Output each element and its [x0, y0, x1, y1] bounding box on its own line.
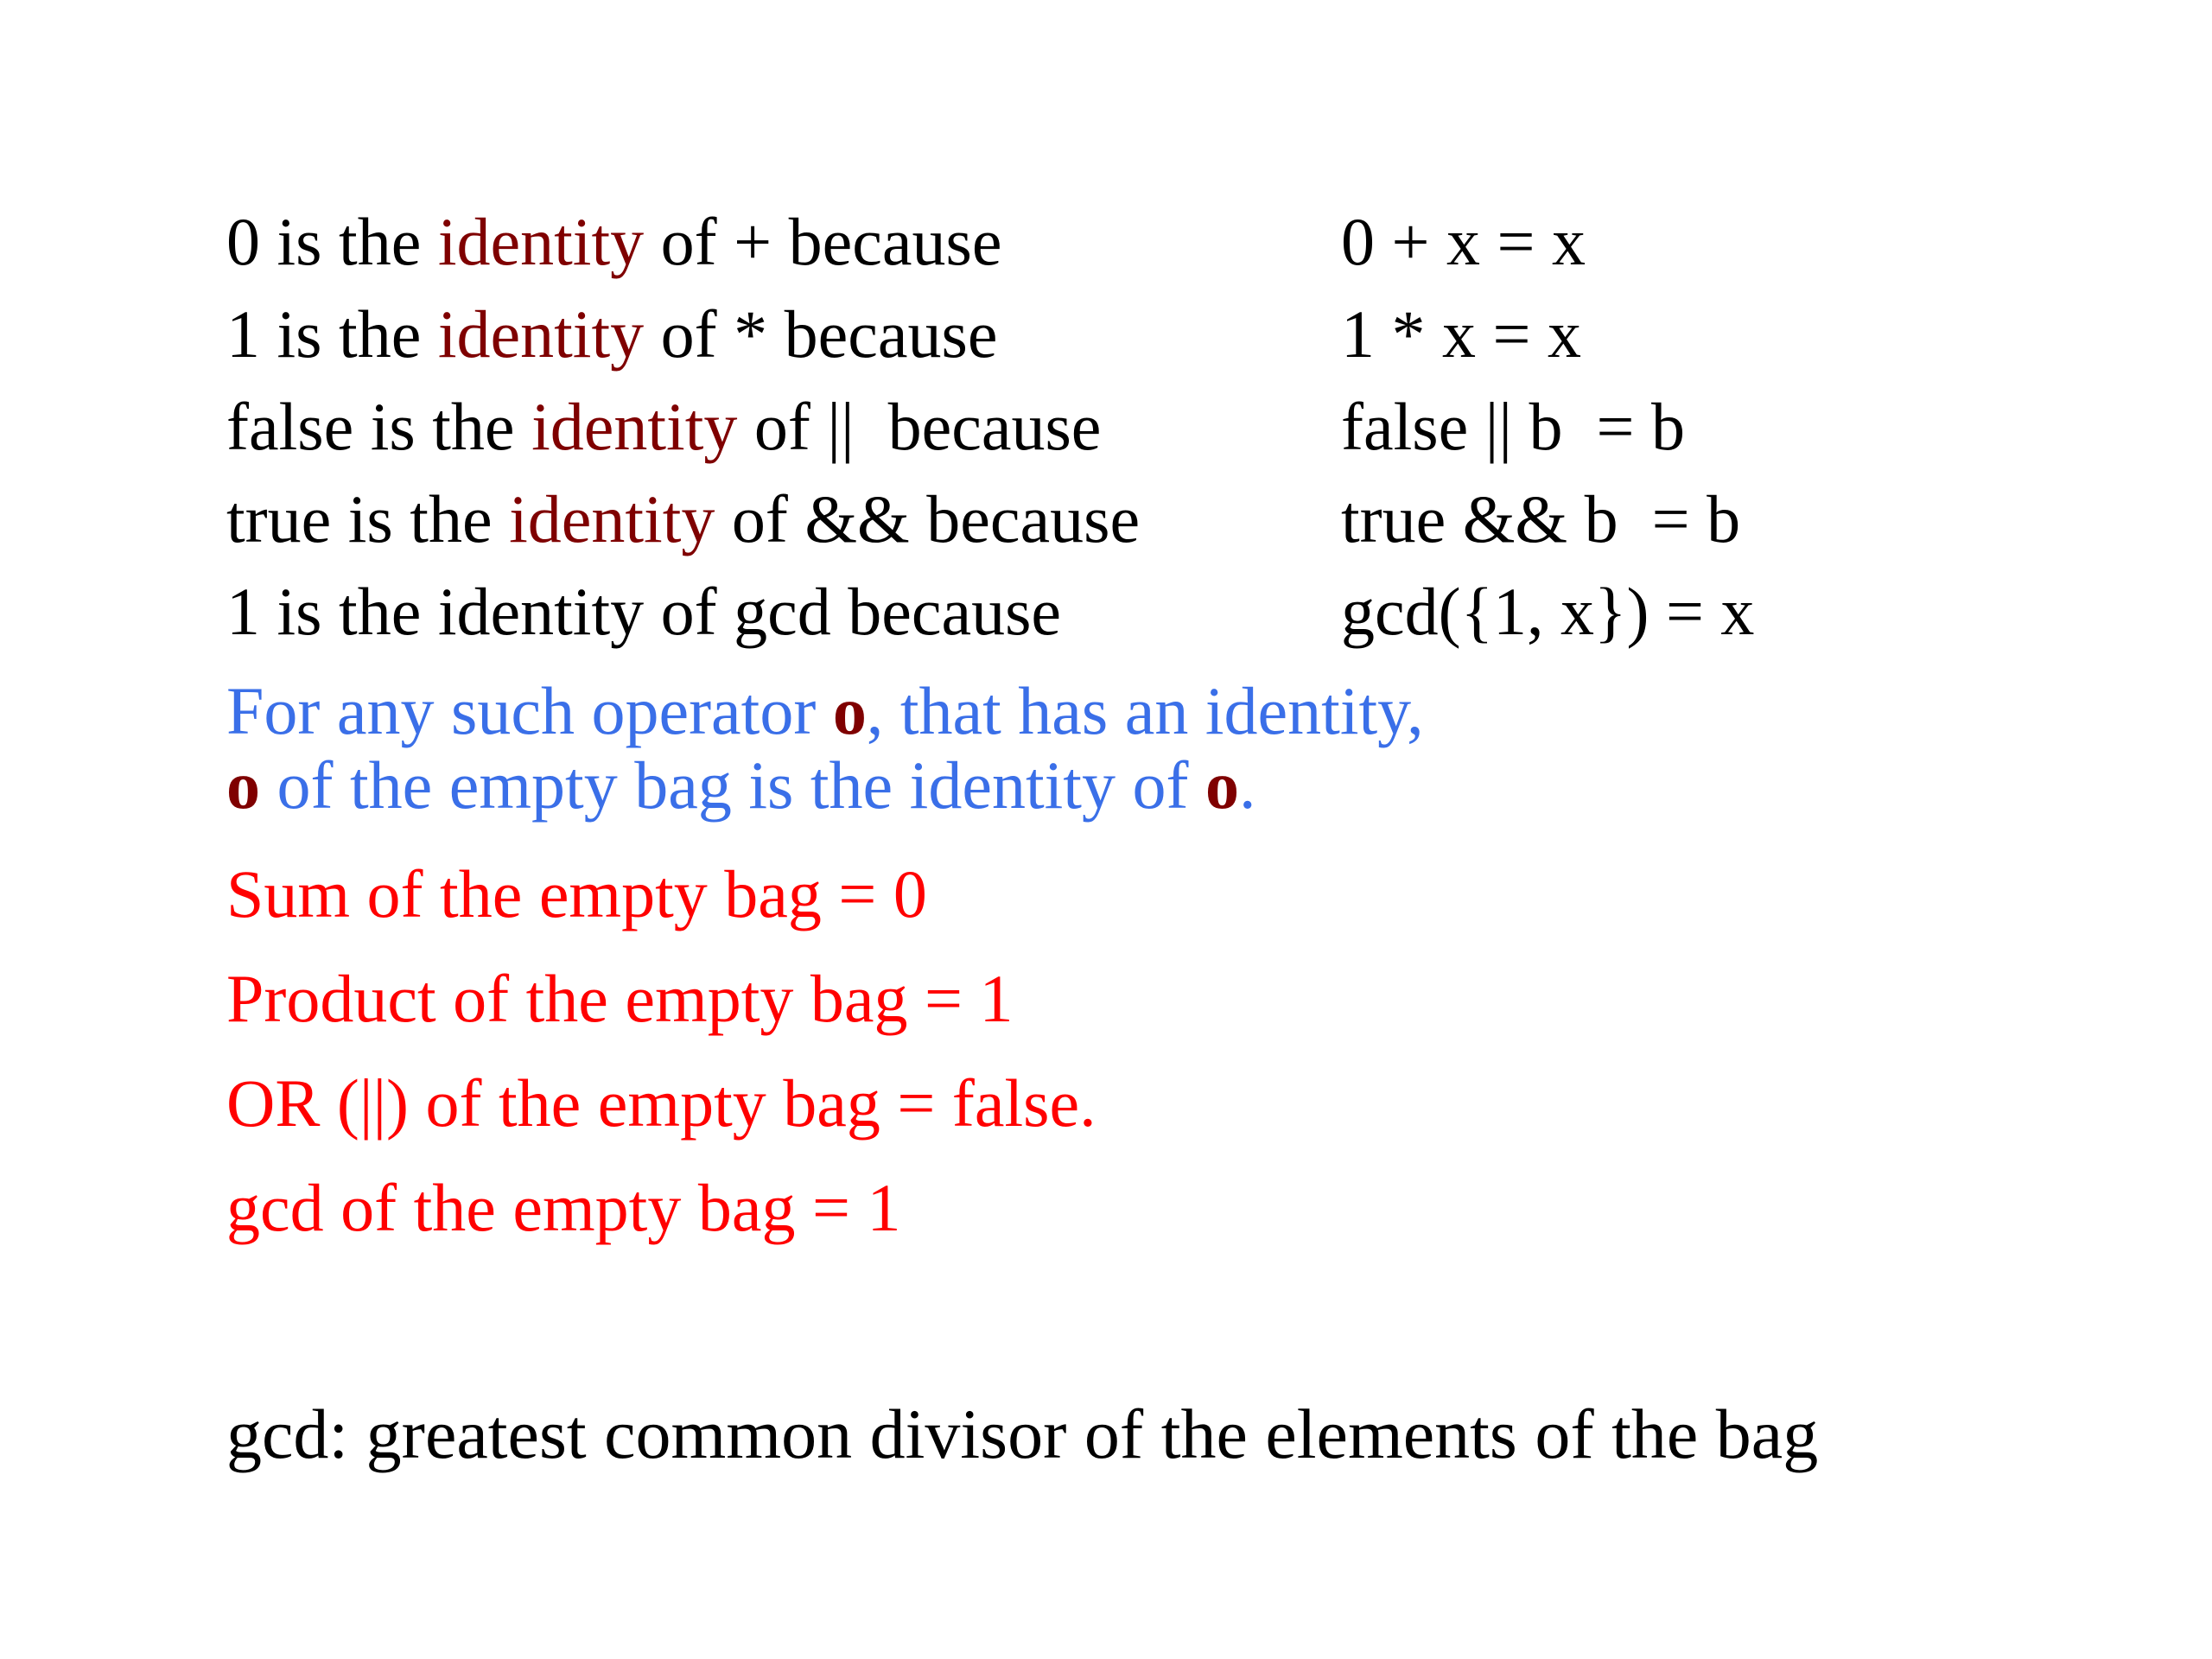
identity-statement — [226, 199, 1001, 285]
principle-text: For any such operator — [226, 673, 833, 748]
consequence-sum: Sum of the empty bag = 0 — [226, 856, 927, 931]
consequence-or: OR (||) of the empty bag = false. — [226, 1065, 1096, 1141]
identity-equation: gcd({1, x}) = x — [1341, 574, 1755, 649]
identity-word: identity — [437, 296, 645, 372]
identity-equation: 1 * x = x — [1341, 296, 1581, 372]
gcd-footnote: gcd: greatest common divisor of the elements of the bag — [226, 1395, 1819, 1473]
consequence-product: Product of the empty bag = 1 — [226, 961, 1014, 1036]
identity-equation: true && b = b — [1341, 481, 1741, 556]
statement-text: 0 is the — [226, 204, 438, 279]
principle-statement — [226, 674, 1424, 823]
identity-equation: false || b = b — [1341, 389, 1685, 464]
principle-line-1 — [226, 674, 1424, 748]
statement-text: of || because — [737, 389, 1102, 464]
identity-word: identity — [531, 389, 738, 464]
identity-statement — [226, 384, 1101, 470]
operator-symbol: o — [832, 673, 867, 748]
statement-text: of + because — [644, 204, 1002, 279]
principle-line-2 — [226, 748, 1424, 823]
statement-text: true is the — [226, 481, 510, 556]
identity-statement — [226, 291, 997, 378]
identity-word: identity — [437, 204, 645, 279]
identity-statement: 1 is the identity of gcd because — [226, 574, 1062, 649]
identity-equation: 0 + x = x — [1341, 204, 1586, 279]
identity-statement — [226, 476, 1140, 563]
statement-text: 1 is the — [226, 296, 438, 372]
operator-symbol: o — [226, 747, 260, 823]
principle-text: . — [1238, 747, 1256, 823]
statement-text: of && because — [715, 481, 1141, 556]
identity-word: identity — [509, 481, 715, 556]
statement-text: false is the — [226, 389, 532, 464]
consequence-gcd: gcd of the empty bag = 1 — [226, 1170, 901, 1245]
principle-text: of the empty bag is the identity of — [260, 747, 1205, 823]
operator-symbol: o — [1205, 747, 1239, 823]
principle-text: , that has an identity, — [866, 673, 1424, 748]
statement-text: of * because — [644, 296, 998, 372]
